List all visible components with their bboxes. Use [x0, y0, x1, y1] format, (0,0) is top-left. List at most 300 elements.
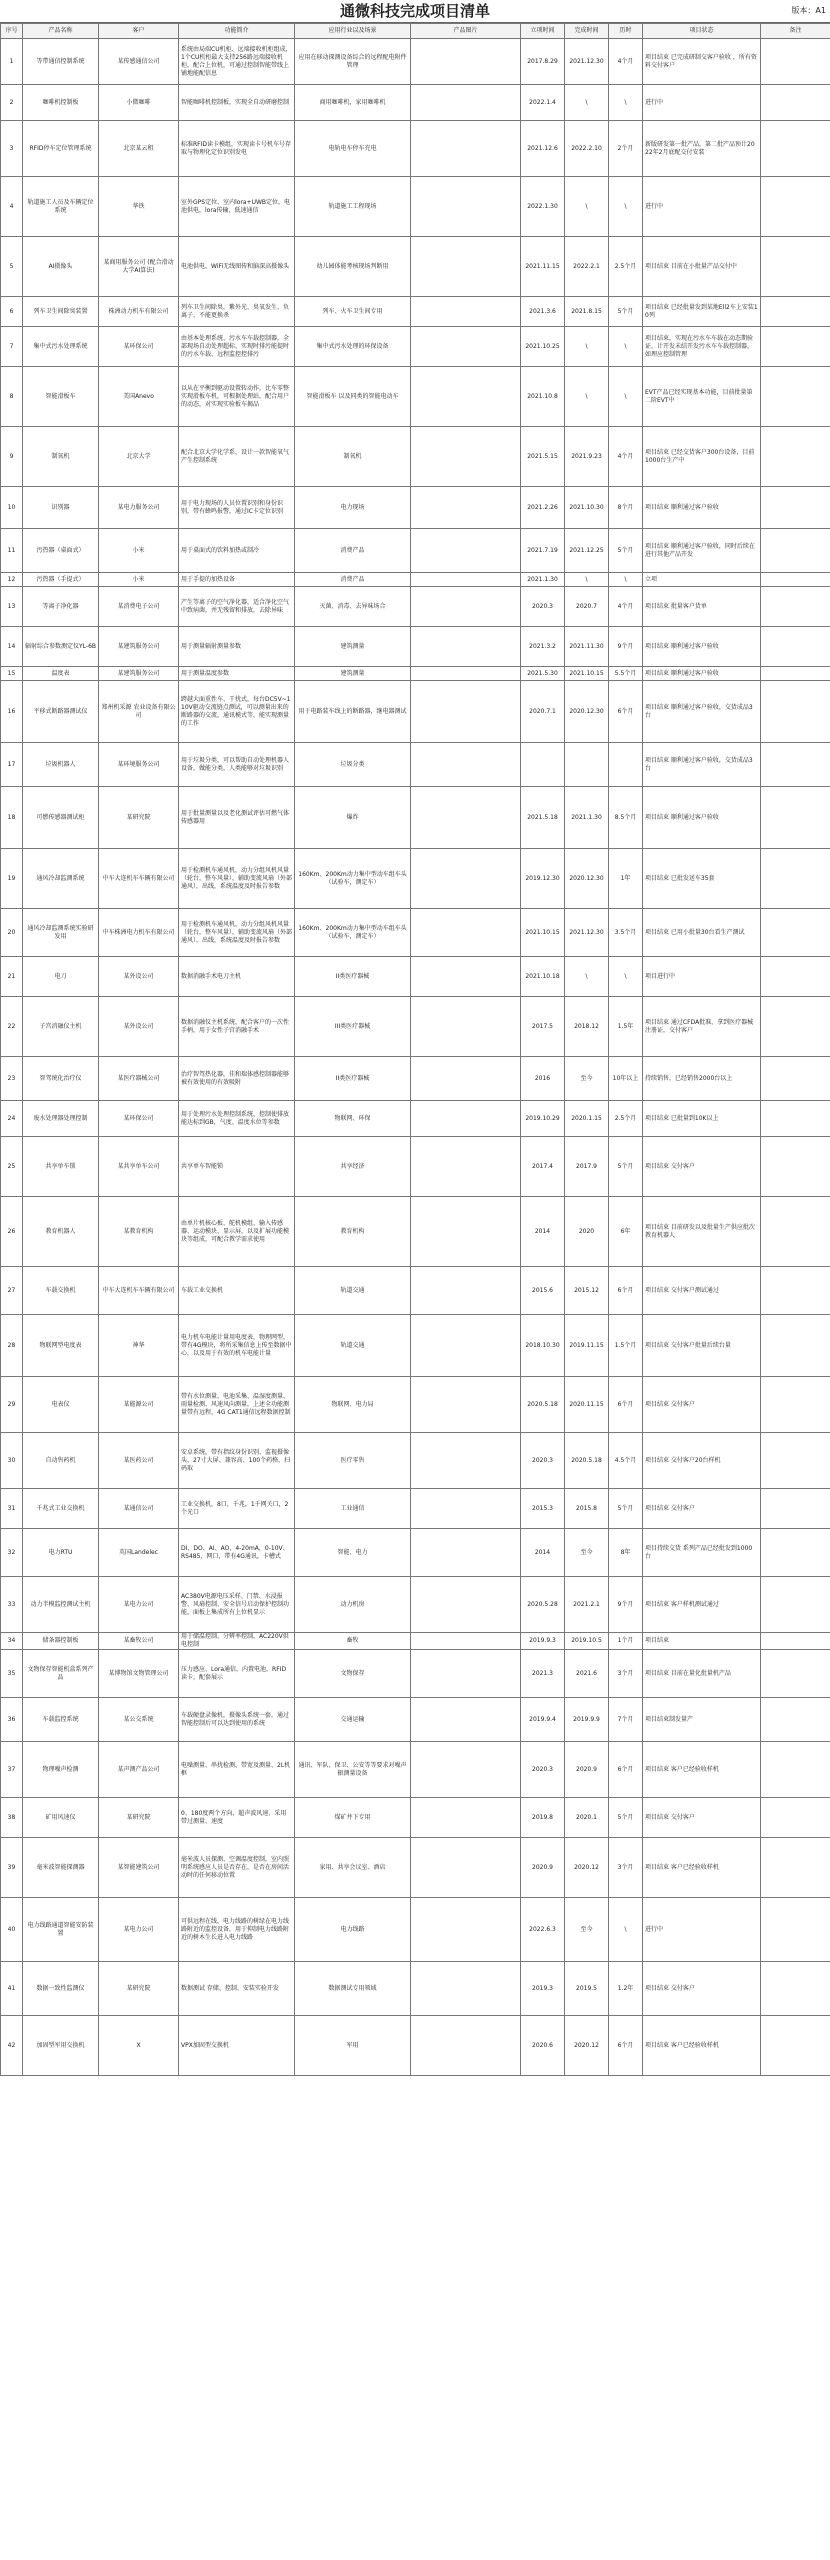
- cell-industry: 教育机构: [295, 1197, 411, 1267]
- cell-name: 电刀: [23, 957, 99, 997]
- table-body: [1, 39, 830, 2076]
- cell-end: \: [565, 957, 609, 997]
- cell-end: 2020.11.15: [565, 1377, 609, 1433]
- cell-name: 智能滑板车: [23, 367, 99, 427]
- table-row: [1, 667, 830, 681]
- cell-func: 配合北京大学化学系，设计一款智能氧气产生控制系统: [179, 427, 295, 487]
- cell-industry: 轨道交通: [295, 1267, 411, 1315]
- cell-status: 项目进行中: [643, 957, 761, 997]
- table-row: [1, 1838, 830, 1898]
- cell-end: 2019.11.15: [565, 1315, 609, 1377]
- cell-industry: 通讯、军队、保卫、公安等等要求对噪声振测量设备: [295, 1742, 411, 1798]
- cell-start: [521, 743, 565, 787]
- cell-name: 等带通信控制系统: [23, 39, 99, 85]
- cell-end: \: [565, 177, 609, 237]
- cell-name: 电表仪: [23, 1377, 99, 1433]
- product-image-cell: [411, 667, 521, 681]
- cell-note: [761, 573, 830, 587]
- cell-no: 7: [1, 327, 23, 367]
- cell-start: 2019.10.29: [521, 1101, 565, 1137]
- product-image-cell: [411, 681, 521, 743]
- cell-industry: 应用在移动探测设备综合的远程配电附件管理: [295, 39, 411, 85]
- cell-end: \: [565, 327, 609, 367]
- cell-no: 11: [1, 529, 23, 573]
- product-image-cell: [411, 177, 521, 237]
- cell-name: 通风冷却监测系统: [23, 849, 99, 909]
- cell-name: 废水处理器处理控制: [23, 1101, 99, 1137]
- cell-customer: 小米: [99, 529, 179, 573]
- cell-note: [761, 1698, 830, 1742]
- cell-name: 数据一致性监测仪: [23, 1962, 99, 2016]
- cell-end: 2017.9: [565, 1137, 609, 1197]
- cell-no: 12: [1, 573, 23, 587]
- cell-end: 2020.12: [565, 1838, 609, 1898]
- cell-dur: 1年: [609, 849, 643, 909]
- cell-no: 33: [1, 1577, 23, 1633]
- cell-no: 1: [1, 39, 23, 85]
- product-image-cell: [411, 121, 521, 177]
- cell-end: 2015.8: [565, 1489, 609, 1529]
- table-row: [1, 1577, 830, 1633]
- cell-end: \: [565, 573, 609, 587]
- cell-customer: 某共享单车公司: [99, 1137, 179, 1197]
- cell-start: 2020.9: [521, 1838, 565, 1898]
- cell-dur: 3个月: [609, 1650, 643, 1698]
- cell-industry: 共享经济: [295, 1137, 411, 1197]
- cell-dur: 6个月: [609, 1267, 643, 1315]
- cell-note: [761, 1377, 830, 1433]
- cell-status: 项目结束 批量客户货单: [643, 587, 761, 627]
- cell-no: 22: [1, 997, 23, 1057]
- cell-start: 2021.3: [521, 1650, 565, 1698]
- cell-start: 2017.4: [521, 1137, 565, 1197]
- cell-name: 加固型军用交换机: [23, 2016, 99, 2076]
- cell-no: 41: [1, 1962, 23, 2016]
- cell-func: 车载硬盘录像机，摄像头系统一套，通过智能控制后可以达到使用的系统: [179, 1698, 295, 1742]
- cell-end: 2021.6: [565, 1650, 609, 1698]
- cell-end: 2020.1.15: [565, 1101, 609, 1137]
- cell-name: 毫米波智能探测器: [23, 1838, 99, 1898]
- table-row: [1, 1529, 830, 1577]
- title-row: [0, 0, 830, 23]
- table-row: [1, 957, 830, 997]
- cell-end: 2022.2.1: [565, 237, 609, 297]
- cell-note: [761, 1433, 830, 1489]
- cell-end: 2021.12.30: [565, 39, 609, 85]
- cell-no: 34: [1, 1633, 23, 1650]
- table-row: [1, 427, 830, 487]
- cell-note: [761, 587, 830, 627]
- cell-status: EVT产品已经实现基本功能，目前批量第二阶EVT中: [643, 367, 761, 427]
- cell-func: 用于测量辐射测量参数: [179, 627, 295, 667]
- cell-customer: 某声测产品公司: [99, 1742, 179, 1798]
- cell-no: 5: [1, 237, 23, 297]
- cell-start: 2019.12.30: [521, 849, 565, 909]
- cell-dur: 4个月: [609, 427, 643, 487]
- cell-customer: 北京某云租: [99, 121, 179, 177]
- cell-customer: 美国Anevo: [99, 367, 179, 427]
- cell-end: 2022.2.10: [565, 121, 609, 177]
- cell-note: [761, 529, 830, 573]
- cell-status: 项目结束 顺利通过客户验收，交货成品3台: [643, 681, 761, 743]
- cell-industry: 电力线路: [295, 1898, 411, 1962]
- cell-func: 室外GPS定位、室内lora+UWB定位，电池供电，lora传输，低速通信: [179, 177, 295, 237]
- cell-customer: 英国Landelec: [99, 1529, 179, 1577]
- cell-name: RFID停车定位管理系统: [23, 121, 99, 177]
- cell-dur: \: [609, 85, 643, 121]
- cell-customer: 某商用服务公司 (配合滑动大学AI算法): [99, 237, 179, 297]
- cell-customer: 某医疗器械公司: [99, 1057, 179, 1101]
- header-row: [1, 24, 830, 39]
- product-image-cell: [411, 327, 521, 367]
- cell-func: 可供远程在线，电力线路的树绿在电力线路附近的监控设备，用于抑制电力线路附近的树木生长进入电力线路: [179, 1898, 295, 1962]
- cell-no: 40: [1, 1898, 23, 1962]
- cell-no: 38: [1, 1798, 23, 1838]
- cell-note: [761, 957, 830, 997]
- product-image-cell: [411, 849, 521, 909]
- cell-func: 用于测量温度参数: [179, 667, 295, 681]
- cell-status: 项目结束 客户已经验收样机: [643, 1742, 761, 1798]
- cell-industry: 军用: [295, 2016, 411, 2076]
- cell-no: 28: [1, 1315, 23, 1377]
- cell-name: 动力半模监控测试主机: [23, 1577, 99, 1633]
- product-image-cell: [411, 1742, 521, 1798]
- cell-name: 矿用风速仪: [23, 1798, 99, 1838]
- cell-no: 26: [1, 1197, 23, 1267]
- cell-no: 18: [1, 787, 23, 849]
- table-row: [1, 1742, 830, 1798]
- product-image-cell: [411, 1057, 521, 1101]
- cell-start: 2021.3.2: [521, 627, 565, 667]
- table-row: [1, 909, 830, 957]
- cell-industry: 物联网、电力局: [295, 1377, 411, 1433]
- cell-customer: 神华: [99, 1315, 179, 1377]
- cell-industry: 建筑测量: [295, 627, 411, 667]
- cell-end: 2021.10.30: [565, 487, 609, 529]
- cell-end: 2020.12.30: [565, 849, 609, 909]
- table-row: [1, 1650, 830, 1698]
- table-row: [1, 85, 830, 121]
- product-image-cell: [411, 297, 521, 327]
- cell-func: DI、DO、AI、AO，4-20mA，0-10V、RS485、网口，带有4G通讯，卡槽式: [179, 1529, 295, 1577]
- cell-customer: 某通信公司: [99, 1489, 179, 1529]
- cell-note: [761, 2016, 830, 2076]
- cell-note: [761, 627, 830, 667]
- table-row: [1, 1633, 830, 1650]
- cell-no: 9: [1, 427, 23, 487]
- cell-no: 35: [1, 1650, 23, 1698]
- product-image-cell: [411, 1650, 521, 1698]
- table-row: [1, 743, 830, 787]
- product-image-cell: [411, 39, 521, 85]
- cell-end: \: [565, 85, 609, 121]
- cell-status: 项目结束 顺利通过客户验收，交货成品3台: [643, 743, 761, 787]
- cell-func: 数据测试 存储、控制、安装实验开发: [179, 1962, 295, 2016]
- cell-name: 可燃传感器测试柜: [23, 787, 99, 849]
- col-header: 客户: [99, 24, 179, 39]
- cell-end: 2021.9.23: [565, 427, 609, 487]
- cell-func: 由基本处理系统、污水车车载控制器，全部现场自动处理超标、实现时排污能提时的污水车载、远程监控控排污: [179, 327, 295, 367]
- cell-start: 2020.5.28: [521, 1577, 565, 1633]
- cell-start: 2014: [521, 1197, 565, 1267]
- cell-func: 用于批量测量以及老化测试评估可燃气体传感器用: [179, 787, 295, 849]
- cell-no: 17: [1, 743, 23, 787]
- cell-no: 24: [1, 1101, 23, 1137]
- cell-dur: 5.5个月: [609, 667, 643, 681]
- cell-note: [761, 1315, 830, 1377]
- cell-customer: 某医药公司: [99, 1433, 179, 1489]
- cell-industry: 垃圾分类: [295, 743, 411, 787]
- cell-industry: 消费产品: [295, 573, 411, 587]
- cell-note: [761, 1489, 830, 1529]
- cell-start: 2021.12.6: [521, 121, 565, 177]
- cell-customer: 某传感通信公司: [99, 39, 179, 85]
- cell-no: 25: [1, 1137, 23, 1197]
- cell-status: 进行中: [643, 177, 761, 237]
- product-image-cell: [411, 1698, 521, 1742]
- product-image-cell: [411, 1633, 521, 1650]
- cell-end: 2021.12.30: [565, 909, 609, 957]
- cell-no: 29: [1, 1377, 23, 1433]
- cell-name: 制氧机: [23, 427, 99, 487]
- cell-dur: 6年: [609, 1197, 643, 1267]
- cell-func: 安卓系统，带有指纹身份识别、监视摄像头、27寸大屏、兼容高、100个药格，扫码取: [179, 1433, 295, 1489]
- cell-customer: 某建筑服务公司: [99, 667, 179, 681]
- cell-status: 立项: [643, 573, 761, 587]
- cell-status: 项目结束 客户已经验收样机: [643, 1838, 761, 1898]
- table-row: [1, 1898, 830, 1962]
- cell-no: 8: [1, 367, 23, 427]
- cell-dur: 7个月: [609, 1698, 643, 1742]
- cell-end: 2021.10.15: [565, 667, 609, 681]
- cell-end: \: [565, 367, 609, 427]
- product-image-cell: [411, 997, 521, 1057]
- cell-dur: 5个月: [609, 1137, 643, 1197]
- product-image-cell: [411, 957, 521, 997]
- cell-start: 2017.8.29: [521, 39, 565, 85]
- cell-dur: 1个月: [609, 1633, 643, 1650]
- cell-end: 2019.5: [565, 1962, 609, 2016]
- cell-customer: 某研究院: [99, 787, 179, 849]
- cell-start: 2020.5.18: [521, 1377, 565, 1433]
- cell-industry: 商用咖啡机，家用咖啡机: [295, 85, 411, 121]
- cell-name: 电力RTU: [23, 1529, 99, 1577]
- cell-end: 至今: [565, 1057, 609, 1101]
- cell-no: 10: [1, 487, 23, 529]
- cell-no: 2: [1, 85, 23, 121]
- table-row: [1, 177, 830, 237]
- cell-status: 项目结束 目前在小批量产品交付中: [643, 237, 761, 297]
- product-image-cell: [411, 1267, 521, 1315]
- cell-func: 共享单车智能锁: [179, 1137, 295, 1197]
- cell-note: [761, 1137, 830, 1197]
- cell-dur: \: [609, 367, 643, 427]
- cell-industry: 交通运输: [295, 1698, 411, 1742]
- cell-name: 子宫消融仪主机: [23, 997, 99, 1057]
- cell-start: 2018.10.30: [521, 1315, 565, 1377]
- cell-customer: 某教育机构: [99, 1197, 179, 1267]
- cell-dur: 4个月: [609, 587, 643, 627]
- cell-note: [761, 743, 830, 787]
- cell-no: 3: [1, 121, 23, 177]
- cell-industry: 物联网、环保: [295, 1101, 411, 1137]
- product-image-cell: [411, 1315, 521, 1377]
- cell-note: [761, 1057, 830, 1101]
- cell-name: 辐射综合参数测定仪YL-6B: [23, 627, 99, 667]
- cell-end: 至今: [565, 1529, 609, 1577]
- cell-dur: 6个月: [609, 2016, 643, 2076]
- cell-note: [761, 177, 830, 237]
- cell-name: 咖啡机控制板: [23, 85, 99, 121]
- cell-industry: 畜牧: [295, 1633, 411, 1650]
- cell-start: 2021.5.30: [521, 667, 565, 681]
- cell-status: 项目结束 已经批量发到某地Ell2车上安装10列: [643, 297, 761, 327]
- cell-no: 14: [1, 627, 23, 667]
- cell-dur: 9个月: [609, 627, 643, 667]
- cell-customer: 株洲动力机车有限公司: [99, 297, 179, 327]
- cell-customer: 某智能建筑公司: [99, 1838, 179, 1898]
- cell-industry: 建筑测量: [295, 667, 411, 681]
- cell-dur: 2.5个月: [609, 1101, 643, 1137]
- cell-customer: 某研究院: [99, 1798, 179, 1838]
- product-image-cell: [411, 1798, 521, 1838]
- col-header: 产品图片: [411, 24, 521, 39]
- version-label: 版本：A1: [791, 6, 826, 15]
- cell-status: 项目结束 顺利通过客户验收: [643, 627, 761, 667]
- product-image-cell: [411, 1137, 521, 1197]
- cell-note: [761, 85, 830, 121]
- cell-name: 列车卫生间除臭装置: [23, 297, 99, 327]
- product-image-cell: [411, 1101, 521, 1137]
- cell-end: 2020.9: [565, 1742, 609, 1798]
- cell-name: 温度表: [23, 667, 99, 681]
- cell-end: 2020.12.30: [565, 681, 609, 743]
- cell-start: 2016: [521, 1057, 565, 1101]
- table-row: [1, 1137, 830, 1197]
- cell-func: 用于检测机车通风机，动力分组风机风量（轮台，整车风量），辅助变流风扇（外部通风），出线，系统温度及时报告参数: [179, 849, 295, 909]
- cell-func: 跨越大面重性车、干扰式，每台DC5V~110V驱动交流链点测试，可以测量出来的断路器的交流，通讯模式等，能实现测量的工作: [179, 681, 295, 743]
- col-header: 序号: [1, 24, 23, 39]
- cell-end: 2020.5.18: [565, 1433, 609, 1489]
- cell-func: 压力感应、Lora通信，内置电池，RFID读卡，配套展示: [179, 1650, 295, 1698]
- product-image-cell: [411, 85, 521, 121]
- cell-start: 2017.5: [521, 997, 565, 1057]
- cell-customer: 北京大学: [99, 427, 179, 487]
- cell-industry: 智能、电力: [295, 1529, 411, 1577]
- cell-func: 数据消融仪主机系统，配合客户的一次性手柄，用于女性子宫消融手术: [179, 997, 295, 1057]
- cell-customer: 小微咖啡: [99, 85, 179, 121]
- cell-note: [761, 1838, 830, 1898]
- col-header: 立项时间: [521, 24, 565, 39]
- cell-status: 项目结束 交付客户: [643, 1798, 761, 1838]
- table-row: [1, 1798, 830, 1838]
- cell-note: [761, 909, 830, 957]
- cell-start: 2019.9.3: [521, 1633, 565, 1650]
- cell-customer: 某电力公司: [99, 1898, 179, 1962]
- table-row: [1, 2016, 830, 2076]
- cell-dur: \: [609, 1898, 643, 1962]
- cell-no: 13: [1, 587, 23, 627]
- cell-status: 项目结束 已经交货客户300台设备，目前1000台生产中: [643, 427, 761, 487]
- cell-customer: 郑州机采源 农业设备有限公司: [99, 681, 179, 743]
- cell-end: 2021.8.15: [565, 297, 609, 327]
- table-row: [1, 681, 830, 743]
- cell-customer: 某电力服务公司: [99, 487, 179, 529]
- cell-customer: 中车大连机车车辆有限公司: [99, 1267, 179, 1315]
- cell-func: 用于手提的加热设备: [179, 573, 295, 587]
- cell-start: 2020.3: [521, 587, 565, 627]
- cell-name: 千兆式工业交换机: [23, 1489, 99, 1529]
- cell-industry: 家用、共享会议室、酒店: [295, 1838, 411, 1898]
- cell-dur: 6个月: [609, 1742, 643, 1798]
- product-image-cell: [411, 367, 521, 427]
- cell-status: 项目结束制发量产: [643, 1698, 761, 1742]
- cell-status: 新版研发第一批产品，第二批产品预计2022年2月底配交付安装: [643, 121, 761, 177]
- cell-end: 2021.2.1: [565, 1577, 609, 1633]
- cell-status: 项目结束 交付客户测试通过: [643, 1267, 761, 1315]
- table-row: [1, 487, 830, 529]
- table-row: [1, 1197, 830, 1267]
- cell-industry: 集中式污水处理的环保设备: [295, 327, 411, 367]
- cell-end: 2021.12.25: [565, 529, 609, 573]
- product-image-cell: [411, 1489, 521, 1529]
- cell-customer: 某环保公司: [99, 327, 179, 367]
- cell-dur: 2个月: [609, 121, 643, 177]
- cell-no: 32: [1, 1529, 23, 1577]
- cell-status: 项目结束 顺利通过客户验收: [643, 487, 761, 529]
- cell-dur: 5个月: [609, 529, 643, 573]
- cell-start: 2021.10.15: [521, 909, 565, 957]
- cell-dur: 5个月: [609, 1798, 643, 1838]
- cell-note: [761, 367, 830, 427]
- cell-customer: 某建筑服务公司: [99, 627, 179, 667]
- cell-name: 物联网型电度表: [23, 1315, 99, 1377]
- cell-dur: 9个月: [609, 1577, 643, 1633]
- cell-start: 2021.2.26: [521, 487, 565, 529]
- cell-dur: 8年: [609, 1529, 643, 1577]
- cell-note: [761, 849, 830, 909]
- table-row: [1, 1057, 830, 1101]
- cell-dur: 4.5个月: [609, 1433, 643, 1489]
- product-image-cell: [411, 1433, 521, 1489]
- cell-func: 以从在平衡到驱动设置转动作，比车零整实现滑板车机，可根据处理站，配合用户的动态，对实现实验板车揭品: [179, 367, 295, 427]
- cell-end: [565, 743, 609, 787]
- product-image-cell: [411, 573, 521, 587]
- cell-func: 毫米波人员探测、空调温度控制，室内照明系统感应人员是否存在，是否在房间活动时的任何移动位置: [179, 1838, 295, 1898]
- cell-start: 2014: [521, 1529, 565, 1577]
- cell-status: 项目结束 交付客户: [643, 1489, 761, 1529]
- cell-name: 平移式断路器测试仪: [23, 681, 99, 743]
- cell-start: 2021.10.8: [521, 367, 565, 427]
- cell-industry: 动力机房: [295, 1577, 411, 1633]
- cell-name: 文物保存智能机盒系列产品: [23, 1650, 99, 1698]
- cell-industry: 数据测试专用领域: [295, 1962, 411, 2016]
- cell-func: 电力机车电能计量用电度表，物理网型，带有4G模块，将所采集信息上传至数据中心，以及用于有效的机车电能计量: [179, 1315, 295, 1377]
- cell-end: 2018.12: [565, 997, 609, 1057]
- table-row: [1, 627, 830, 667]
- cell-status: 项目结束 客户样机测试通过: [643, 1577, 761, 1633]
- cell-dur: \: [609, 327, 643, 367]
- cell-customer: 某研究院: [99, 1962, 179, 2016]
- cell-start: 2021.10.18: [521, 957, 565, 997]
- cell-end: 2021.11.30: [565, 627, 609, 667]
- cell-no: 36: [1, 1698, 23, 1742]
- cell-dur: 10年以上: [609, 1057, 643, 1101]
- cell-status: 项目结束，实现在污水车车载在动态期验证，计开发未结开发污水车车载控制器，如理应控制管理: [643, 327, 761, 367]
- cell-note: [761, 667, 830, 681]
- cell-note: [761, 1101, 830, 1137]
- cell-status: 项目结束 通过CFDA批准，拿到医疗器械注册证，交付客户: [643, 997, 761, 1057]
